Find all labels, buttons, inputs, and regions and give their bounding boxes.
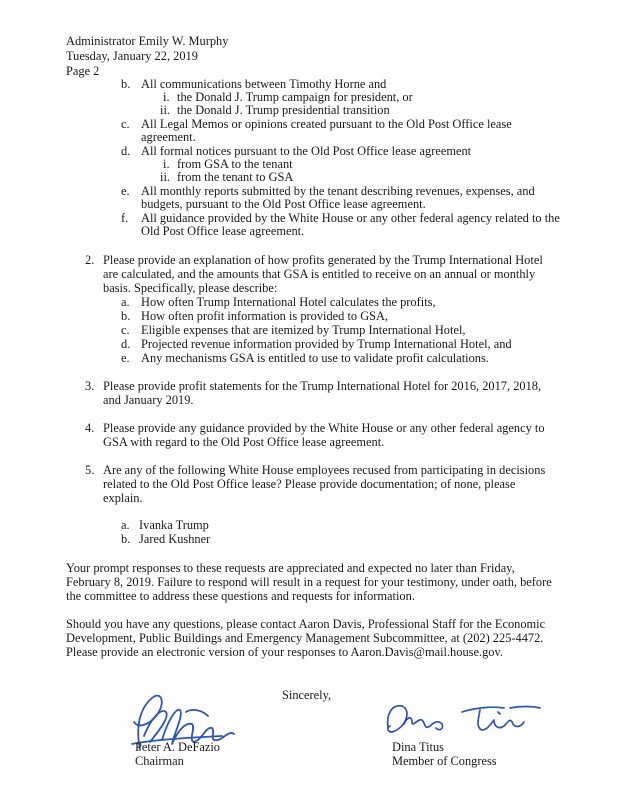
list-item-text: All Legal Memos or opinions created pursuant to the Old Post Office lease bbox=[141, 117, 512, 131]
sub-marker: e. bbox=[121, 351, 130, 365]
sub-marker: b. bbox=[121, 309, 131, 323]
numbered-item-text: and January 2019. bbox=[103, 393, 194, 407]
date-line: Tuesday, January 22, 2019 bbox=[66, 49, 198, 63]
signer-title: Chairman bbox=[135, 754, 184, 768]
sub-marker: ii. bbox=[160, 170, 170, 184]
list-marker: f. bbox=[121, 211, 129, 225]
numbered-item-text: explain. bbox=[103, 491, 143, 505]
sub-marker: i. bbox=[163, 157, 170, 171]
sub-marker: a. bbox=[121, 518, 130, 532]
sub-item-text: from GSA to the tenant bbox=[177, 157, 293, 171]
contact-paragraph-line: Should you have any questions, please contact Aaron Davis, Professional Staff for the Economic bbox=[66, 617, 546, 631]
page-number: Page 2 bbox=[66, 64, 100, 78]
numbered-item-text: related to the Old Post Office lease? Please provide documentation; of none, please bbox=[103, 477, 516, 491]
sub-marker: c. bbox=[121, 323, 130, 337]
list-item-text: Old Post Office lease agreement. bbox=[141, 224, 305, 238]
sub-marker: d. bbox=[121, 337, 131, 351]
list-item-text: All formal notices pursuant to the Old Post Office lease agreement bbox=[141, 144, 472, 158]
list-marker: d. bbox=[121, 144, 131, 158]
list-item-text: All guidance provided by the White House or any other federal agency related to the bbox=[141, 211, 560, 225]
list-marker: e. bbox=[121, 184, 130, 198]
sub-marker: ii. bbox=[160, 103, 170, 117]
sub-marker: i. bbox=[163, 90, 170, 104]
sub-item-text: Any mechanisms GSA is entitled to use to validate profit calculations. bbox=[141, 351, 489, 365]
list-marker: b. bbox=[121, 77, 131, 91]
contact-paragraph-line: Development, Public Buildings and Emergency Management Subcommittee, at (202) 225-4472. bbox=[66, 631, 544, 645]
body-paragraph-line: Your prompt responses to these requests are appreciated and expected no later than Friday, bbox=[66, 561, 515, 575]
numbered-item-text: are calculated, and the amounts that GSA is entitled to receive on an annual or monthly bbox=[103, 267, 536, 281]
recipient-line: Administrator Emily W. Murphy bbox=[66, 34, 229, 48]
numbered-item-text: Are any of the following White House employees recused from participating in decisions bbox=[103, 463, 546, 477]
sub-marker: a. bbox=[121, 295, 130, 309]
signer-name: Dina Titus bbox=[392, 740, 444, 754]
numbered-item-text: GSA with regard to the Old Post Office lease agreement. bbox=[103, 435, 385, 449]
sub-item-text: How often Trump International Hotel calculates the profits, bbox=[141, 295, 436, 309]
numbered-marker: 2. bbox=[85, 253, 95, 267]
numbered-item-text: basis. Specifically, please describe: bbox=[103, 281, 278, 295]
contact-paragraph-line: Please provide an electronic version of your responses to Aaron.Davis@mail.house.gov. bbox=[66, 645, 503, 659]
list-item-text: All communications between Timothy Horne and bbox=[141, 77, 387, 91]
closing: Sincerely, bbox=[282, 688, 332, 702]
signer-title: Member of Congress bbox=[392, 754, 497, 768]
signature-titus bbox=[382, 698, 547, 742]
sub-item-text: Ivanka Trump bbox=[139, 518, 209, 532]
letter-header bbox=[66, 34, 228, 79]
numbered-item-text: Please provide any guidance provided by the White House or any other federal agency to bbox=[103, 421, 545, 435]
sub-item-text: the Donald J. Trump campaign for president, or bbox=[177, 90, 413, 104]
list-item-text: All monthly reports submitted by the tenant describing revenues, expenses, and bbox=[141, 184, 535, 198]
list-item-text: budgets, pursuant to the Old Post Office lease agreement. bbox=[141, 197, 426, 211]
sub-marker: b. bbox=[121, 532, 131, 546]
numbered-marker: 5. bbox=[85, 463, 95, 477]
numbered-item-text: Please provide profit statements for the Trump International Hotel for 2016, 2017, 2018, bbox=[103, 379, 542, 393]
list-item-text: agreement. bbox=[141, 130, 196, 144]
numbered-marker: 4. bbox=[85, 421, 95, 435]
sub-item-text: from the tenant to GSA bbox=[177, 170, 294, 184]
sub-item-text: Eligible expenses that are itemized by Trump International Hotel, bbox=[141, 323, 466, 337]
list-marker: c. bbox=[121, 117, 130, 131]
body-paragraph-line: the committee to address these questions and requests for information. bbox=[66, 589, 415, 603]
numbered-item-text: Please provide an explanation of how profits generated by the Trump International Hotel bbox=[103, 253, 543, 267]
signer-name: Peter A. DeFazio bbox=[135, 740, 220, 754]
numbered-marker: 3. bbox=[85, 379, 95, 393]
sub-item-text: How often profit information is provided to GSA, bbox=[141, 309, 389, 323]
sub-item-text: Jared Kushner bbox=[139, 532, 211, 546]
sub-item-text: the Donald J. Trump presidential transition bbox=[177, 103, 390, 117]
body-paragraph-line: February 8, 2019. Failure to respond will result in a request for your testimony, under oath, before bbox=[66, 575, 552, 589]
sub-item-text: Projected revenue information provided by Trump International Hotel, and bbox=[141, 337, 512, 351]
